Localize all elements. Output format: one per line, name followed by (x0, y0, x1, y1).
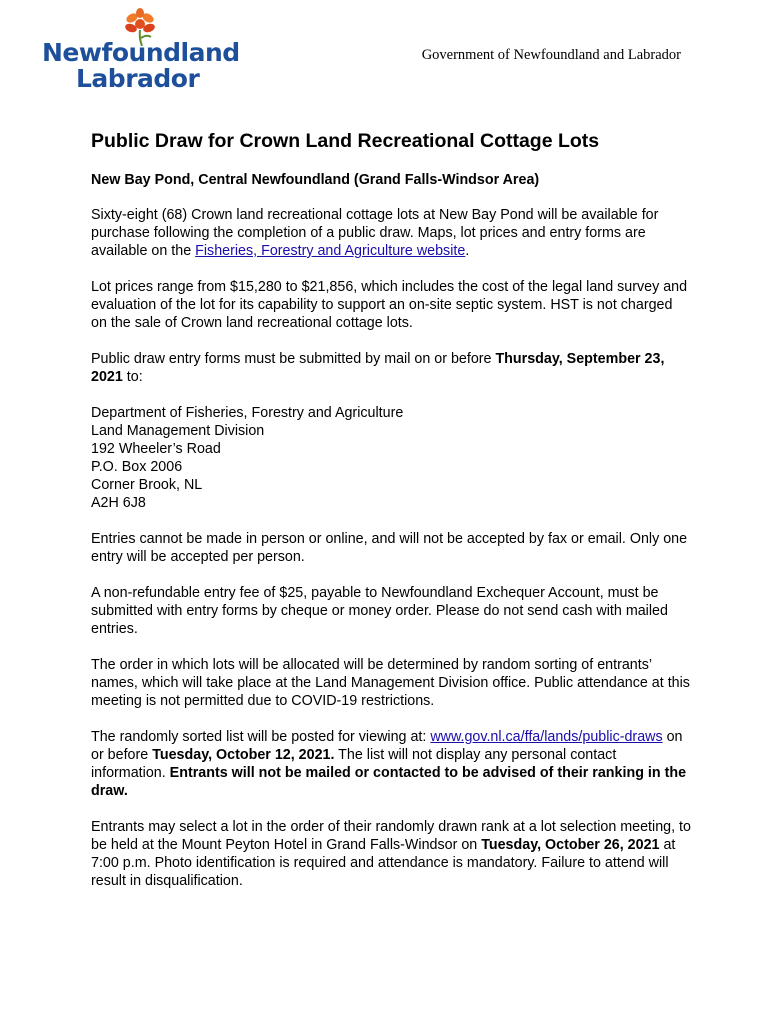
paragraph-lots-available (91, 206, 691, 260)
paragraph-text: The list will not display any personal contact information. (91, 747, 617, 781)
paragraph-text: Public draw entry forms must be submitted by mail on or before (91, 351, 496, 367)
paragraph-text: Entrants may select a lot in the order of their randomly drawn rank at a lot selection meeting, to be held at the Mount Peyton Hotel in Grand Falls-Windsor on (91, 819, 691, 853)
logo-text-labrador: Labrador (76, 64, 200, 93)
government-header: Government of Newfoundland and Labrador (421, 47, 681, 63)
address-line: Corner Brook, NL (91, 477, 203, 493)
paragraph-entry-fee: A non-refundable entry fee of $25, payable to Newfoundland Exchequer Account, must be submitted with entry forms by cheque or money order. Please do not send cash with mailed entries. (91, 585, 668, 637)
paragraph-text: at 7:00 p.m. Photo identification is required and attendance is mandatory. Failure to attend will result in disqualification. (91, 837, 676, 889)
paragraph-text: on or before (91, 729, 683, 763)
public-draws-link[interactable]: www.gov.nl.ca/ffa/lands/public-draws (430, 729, 663, 745)
paragraph-text: . (465, 243, 470, 259)
newfoundland-labrador-logo (42, 8, 240, 93)
address-line: A2H 6J8 (91, 495, 146, 511)
paragraph-sorted-list (91, 728, 691, 800)
logo-text-newfoundland: Newfoundland (42, 38, 240, 67)
paragraph-lot-prices: Lot prices range from $15,280 to $21,856, which includes the cost of the legal land survey and evaluation of the lot for its capability to support an on-site septic system. HST is not charged on the sale of Crown land recreational cottage lots. (91, 279, 688, 331)
address-line: Land Management Division (91, 423, 265, 439)
paragraph-text: The randomly sorted list will be posted for viewing at: (91, 729, 431, 745)
posting-date: Tuesday, October 12, 2021. (152, 747, 335, 763)
document-body (91, 206, 691, 908)
paragraph-random-sorting: The order in which lots will be allocated will be determined by random sorting of entrants’ names, which will take place at the Land Management Division office. Public attendance at this meeting is not permitted due to COVID-19 restrictions. (91, 657, 690, 709)
paragraph-selection-meeting (91, 818, 691, 890)
page-title: Public Draw for Crown Land Recreational Cottage Lots (91, 130, 600, 152)
deadline-date: Thursday, September 23, 2021 (91, 351, 665, 385)
paragraph-entry-deadline (91, 350, 691, 386)
paragraph-text: Sixty-eight (68) Crown land recreational cottage lots at New Bay Pond will be available for purchase following the completion of a public draw. Maps, lot prices and entry forms are available on the (91, 207, 659, 259)
meeting-date: Tuesday, October 26, 2021 (481, 837, 660, 853)
address-line: 192 Wheeler’s Road (91, 441, 221, 457)
address-line: Department of Fisheries, Forestry and Agriculture (91, 405, 404, 421)
paragraph-text: to: (122, 369, 143, 385)
paragraph-entry-rules: Entries cannot be made in person or online, and will not be accepted by fax or email. Only one entry will be accepted per person. (91, 531, 688, 565)
mailing-address (91, 404, 691, 512)
address-line: P.O. Box 2006 (91, 459, 183, 475)
contact-notice: Entrants will not be mailed or contacted to be advised of their ranking in the draw. (91, 765, 687, 799)
page-subtitle: New Bay Pond, Central Newfoundland (Grand Falls-Windsor Area) (91, 172, 540, 188)
ffa-website-link[interactable]: Fisheries, Forestry and Agriculture website (195, 243, 466, 259)
